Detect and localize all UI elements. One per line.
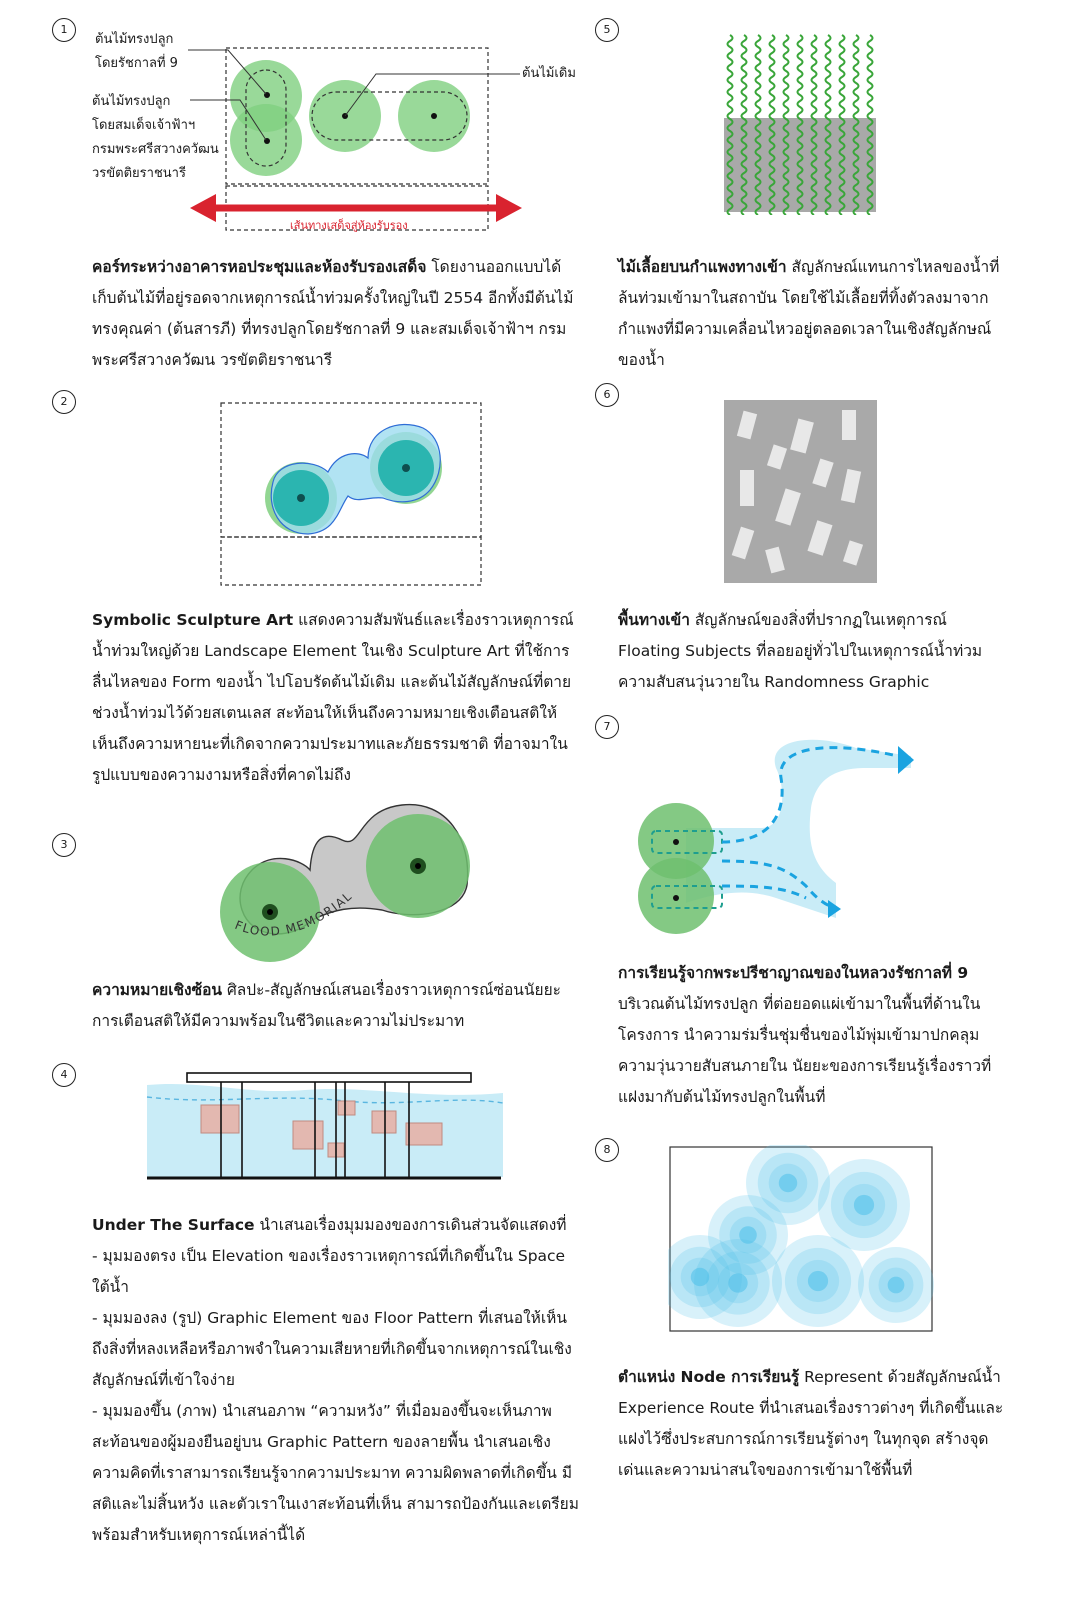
label-line: กรมพระศรีสวางควัฒน [92,142,219,157]
label-line: ต้นไม้ทรงปลูก [92,94,171,109]
caption-text [92,252,582,376]
under-surface-diagram [145,1065,505,1190]
caption-2 [92,605,582,791]
section-number-2: 2 [52,390,76,414]
node-ring [779,1174,797,1192]
caption-text [618,252,1008,376]
learning-node-diagram [668,1145,936,1335]
caption-text [92,975,582,1037]
caption-body: สัญลักษณ์ของสิ่งที่ปรากฏในเหตุการณ์ Floating Subjects ที่ลอยอยู่ทั่วไปในเหตุการณ์น้ำท่วม ความสับสนวุ่นวายใน Randomness Graphic [618,611,983,691]
memorial-diagram [212,800,477,970]
section-number-3: 3 [52,833,76,857]
route-label: เส้นทางเสด็จสู่ห้องรับรอง [290,219,408,232]
label-line: วรขัตติยราชนารี [92,166,186,181]
caption-3 [92,975,582,1037]
sculpture-diagram [218,400,488,590]
node-ring [888,1277,905,1294]
section-number-1: 1 [52,18,76,42]
caption-body: แสดงความสัมพันธ์และเรื่องราวเหตุการณ์น้ำท่วมใหญ่ด้วย Landscape Element ในเชิง Sculpture Art ที่ใช้การลื่นไหลของ Form ของน้ำ ไปโอบรัดต้นไม้เดิม และต้นไม้สัญลักษณ์ที่ตายช่วงน้ำท่วมไว้ด้วยสเตนเลส สะท้อนให้เห็นถึงความหมายเชิงเตือนสติให้เห็นถึงความหายนะที่เกิดจากความประมาทและภัยธรรมชาติ ที่อาจมาในรูปแบบของความงามหรือสิ่งที่คาดไม่ถึง [92,611,574,784]
caption-title: Symbolic Sculpture Art [92,611,294,629]
caption-text [618,1362,1008,1486]
caption-bullet: - มุมมองขึ้น (ภาพ) นำเสนอภาพ “ความหวัง” ที่เมื่อมองขึ้นจะเห็นภาพสะท้อนของผู้มองยืนอยู่บน Graphic Pattern ของลายพื้น นำเสนอเชิงความคิดที่เราสามารถเรียนรู้จากความประมาท ความผิดพลาดที่เกิดขึ้น มีสติและไม่สิ้นหวัง และตัวเราในเงาสะท้อนที่เห็น สามารถป้องกันและเตรียมพร้อมสำหรับเหตุการณ์เหล่านี้ได้ [92,1402,579,1544]
learning-flow-diagram [636,728,926,948]
label-line: โดยรัชกาลที่ 9 [95,56,178,71]
node-ring [808,1271,828,1291]
memorial-curve-text: FLOOD MEMORIAL [232,888,356,939]
node-ring [854,1195,874,1215]
caption-title: คอร์ทระหว่างอาคารหอประชุมและห้องรับรองเสด็จ [92,258,427,276]
caption-body: ศิลปะ-สัญลักษณ์เสนอเรื่องราวเหตุการณ์ซ่อนนัยยะการเตือนสติให้มีความพร้อมในชีวิตและความไม่ประมาท [92,981,561,1030]
caption-title: Under The Surface [92,1216,255,1234]
section-number-7: 7 [595,715,619,739]
caption-title: พื้นทางเข้า [618,611,690,629]
section-number-5: 5 [595,18,619,42]
caption-7 [618,958,1008,1113]
caption-1 [92,252,582,376]
caption-text [618,605,1008,698]
courtyard-diagram [180,40,540,240]
caption-4 [92,1210,582,1551]
node-ring [728,1273,747,1292]
caption-6 [618,605,1008,698]
caption-title: ไม้เลื้อยบนกำแพงทางเข้า [618,258,787,276]
vine-wall-diagram [720,30,880,215]
caption-body: บริเวณต้นไม้ทรงปลูก ที่ต่อยอดแผ่เข้ามาในพื้นที่ด้านในโครงการ นำความร่มรื่นชุ่มชื่นของไม้พุ่มเข้ามาปกคลุมความวุ่นวายสับสนภายใน นัยยะของการเรียนรู้เรื่องราวที่แฝงมากับต้นไม้ทรงปลูกในพื้นที่ [618,995,992,1106]
label-existing-tree: ต้นไม้เดิม [522,66,576,81]
label-king-tree [95,28,178,76]
caption-body: สัญลักษณ์แทนการไหลของน้ำที่ล้นท่วมเข้ามาในสถาบัน โดยใช้ไม้เลื้อยที่ทิ้งตัวลงมาจากกำแพงที่มีความเคลื่อนไหวอยู่ตลอดเวลาในเชิงสัญลักษณ์ของน้ำ [618,258,1000,369]
section-number-8: 8 [595,1138,619,1162]
label-line: โดยสมเด็จเจ้าฟ้าฯ [92,118,196,133]
caption-8 [618,1362,1008,1486]
caption-bullet: - มุมมองลง (รูป) Graphic Element ของ Floor Pattern ที่เสนอให้เห็นถึงสิ่งที่หลงเหลือหรือภาพจำในความเสียหายที่เกิดขึ้นจากเหตุการณ์ในเชิงสัญลักษณ์ที่เข้าใจง่าย [92,1309,572,1389]
caption-title: ตำแหน่ง Node การเรียนรู้ [618,1368,800,1386]
caption-title-line [618,958,1008,989]
caption-body: โดยงานออกแบบได้เก็บต้นไม้ที่อยู่รอดจากเหตุการณ์น้ำท่วมครั้งใหญ่ในปี 2554 อีกทั้งมีต้นไม้ทรงคุณค่า (ต้นสารภี) ที่ทรงปลูกโดยรัชกาลที่ 9 และสมเด็จเจ้าฟ้าฯ กรมพระศรีสวางควัฒน วรขัตติยราชนารี [92,258,574,369]
entrance-floor-diagram [724,400,879,585]
caption-text [92,605,582,791]
caption-body: นำเสนอเรื่องมุมมองของการเดินส่วนจัดแสดงที่ [254,1216,567,1234]
caption-5 [618,252,1008,376]
caption-bullet: - มุมมองตรง เป็น Elevation ของเรื่องราวเหตุการณ์ที่เกิดขึ้นใน Space ใต้น้ำ [92,1247,566,1296]
caption-title: การเรียนรู้จากพระปรีชาญาณของในหลวงรัชกาลที่ 9 [618,964,969,982]
section-number-6: 6 [595,383,619,407]
caption-text [92,1210,582,1241]
caption-title: ความหมายเชิงซ้อน [92,981,223,999]
section-number-4: 4 [52,1063,76,1087]
label-line: ต้นไม้ทรงปลูก [95,32,174,47]
caption-body: Represent ด้วยสัญลักษณ์น้ำ Experience Route ที่นำเสนอเรื่องราวต่างๆ ที่เกิดขึ้นและแฝงไว้ซึ่งประสบการณ์การเรียนรู้ต่างๆ ในทุกจุด สร้างจุดเด่นและความน่าสนใจของการเข้ามาใช้พื้นที่ [618,1368,1004,1479]
